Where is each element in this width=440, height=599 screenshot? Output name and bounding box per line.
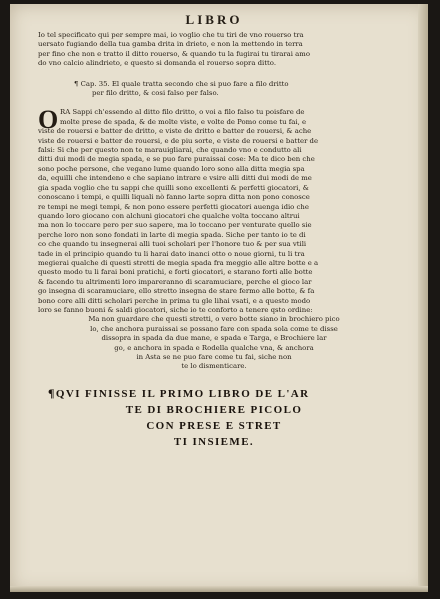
text-line: bono core alli ditti scholari perche in prima tu gle lihai vsati, e a questo modo: [38, 296, 311, 305]
text-line: viste de rouersi e batter de rouersi, e de piu sorte, e viste de rouersi e batter de: [38, 136, 319, 145]
text-line: falsi: Si che per questo non te marauigliarai, che quando vno e condutto ali: [38, 146, 302, 155]
colophon: [38, 385, 390, 450]
text-line: go insegna di scaramuciare, ello stretto insegna de stare fermo alle botte, & fa: [38, 287, 315, 296]
chapter-title-line: ¶ Cap. 35. El quale tratta secondo che si puo fare a filo dritto: [74, 79, 289, 88]
text-line: Ma non guardare che questi stretti, o vero botte siano in brochiero pico: [88, 315, 340, 324]
text-line: da, equilli che intendeno e che sapiano intrare e vsire alli ditti dui modi de me: [38, 174, 312, 183]
text-line: megierai qualche di questi stretti de megia spada fra meggio alle altre botte e a: [38, 258, 319, 267]
text-line: perche loro non sono fondati in larte di megia spada. Siche per tanto io te di: [38, 230, 306, 239]
intro-paragraph: [38, 31, 390, 69]
text-line: tade in el principio quando tu li harai dato inanci otto o noue giorni, tu li tra: [38, 249, 305, 258]
text-line: molte prese de spada, & de molte viste, e volte de Pomo come tu fai, e: [60, 117, 307, 126]
text-line: quando loro giocano con alchuni giocatori che qualche volta toccano altrui: [38, 211, 300, 220]
text-line: viste de rouersi e batter de dritto, e viste de dritto e batter de rouersi, & ache: [38, 127, 312, 136]
text-line: co che quando tu insegnerai alli tuoi scholari per l'honore tuo & per sua vtili: [38, 240, 307, 249]
page-text-block: [38, 12, 390, 450]
drop-cap: O: [38, 105, 59, 135]
chapter-body: [38, 105, 390, 371]
colophon-line: CON PRESE E STRET: [146, 419, 282, 432]
page-edge-bottom: [10, 586, 428, 592]
page-edge-right: [418, 4, 428, 592]
text-line: loro se fanno buoni & saldi giocatori, siche io te conforto a tenere qsto ordine:: [38, 305, 313, 314]
colophon-line: TI INSIEME.: [173, 435, 255, 448]
text-line: per fino che non e tratto il ditto rouerso, & quando tu la fugirai tu tirarai amo: [38, 49, 310, 58]
text-line: do vno calcio alindrieto, e questo si domanda el rouerso sopra ditto.: [38, 59, 277, 68]
text-line: ma non lo toccare pero per suo sapere, ma lo toccano per venturate quello sie: [38, 221, 312, 230]
text-line: go, e anchora in spada e Rodella qualche vna, & anchora: [114, 343, 314, 352]
text-line: questo modo tu li farai boni pratichi, e forti giocatori, e starano forti alle botte: [38, 268, 313, 277]
colophon-line: TE DI BROCHIERE PICOLO: [125, 403, 303, 416]
text-line: in Asta se ne puo fare come tu fai, siche non: [136, 353, 292, 361]
text-line: & facendo tu altrimenti loro impareranno di scaramuciare, perche el gioco lar: [38, 277, 312, 286]
pilcrow-icon: ¶: [48, 385, 56, 400]
running-head: LIBRO: [185, 12, 243, 27]
text-line: te lo dismenticare.: [181, 362, 247, 371]
text-line: RA Sappi ch'essendo al ditto filo dritto, o voi a filo falso tu poisfare de: [60, 108, 305, 117]
text-line: re tempi ne megi tempi, & non pono essere perfetti giocatori auenga idio che: [38, 202, 309, 211]
colophon-text: QVI FINISSE IL PRIMO LIBRO DE L'AR: [55, 387, 310, 400]
book-page: [10, 4, 428, 592]
text-line: gia spada voglio che tu sappi che quilli sono excellenti & perfetti giocatori, &: [38, 183, 309, 192]
chapter-heading: [74, 80, 390, 99]
text-line: conoscano i tempi, e quilli liquali nò fanno larte sopra ditta non pono conosce: [38, 193, 310, 202]
colophon-line: [38, 385, 390, 402]
text-line: dissopra in spada da due mane, e spada e Targa, e Brochiere lar: [101, 334, 327, 343]
chapter-title-line: per filo dritto, & cosi falso per falso.: [92, 89, 219, 98]
tapered-ending: [38, 315, 390, 371]
text-line: uersato fugiando della tua gamba drita in drieto, e non la mettendo in terra: [38, 40, 303, 49]
text-line: ditti dui modi de megia spada, e se puo fare puraissai cose: Ma te dico ben che: [38, 155, 315, 164]
text-line: Io tel specificato qui per sempre mai, io voglio che tu tiri de vno rouerso tra: [38, 31, 304, 39]
text-line: lo, che anchora puraissai se possano fare con spada sola come te disse: [90, 324, 338, 333]
text-line: sono poche persone, che vegano lume quando loro sono alla ditta megia spa: [38, 164, 305, 173]
